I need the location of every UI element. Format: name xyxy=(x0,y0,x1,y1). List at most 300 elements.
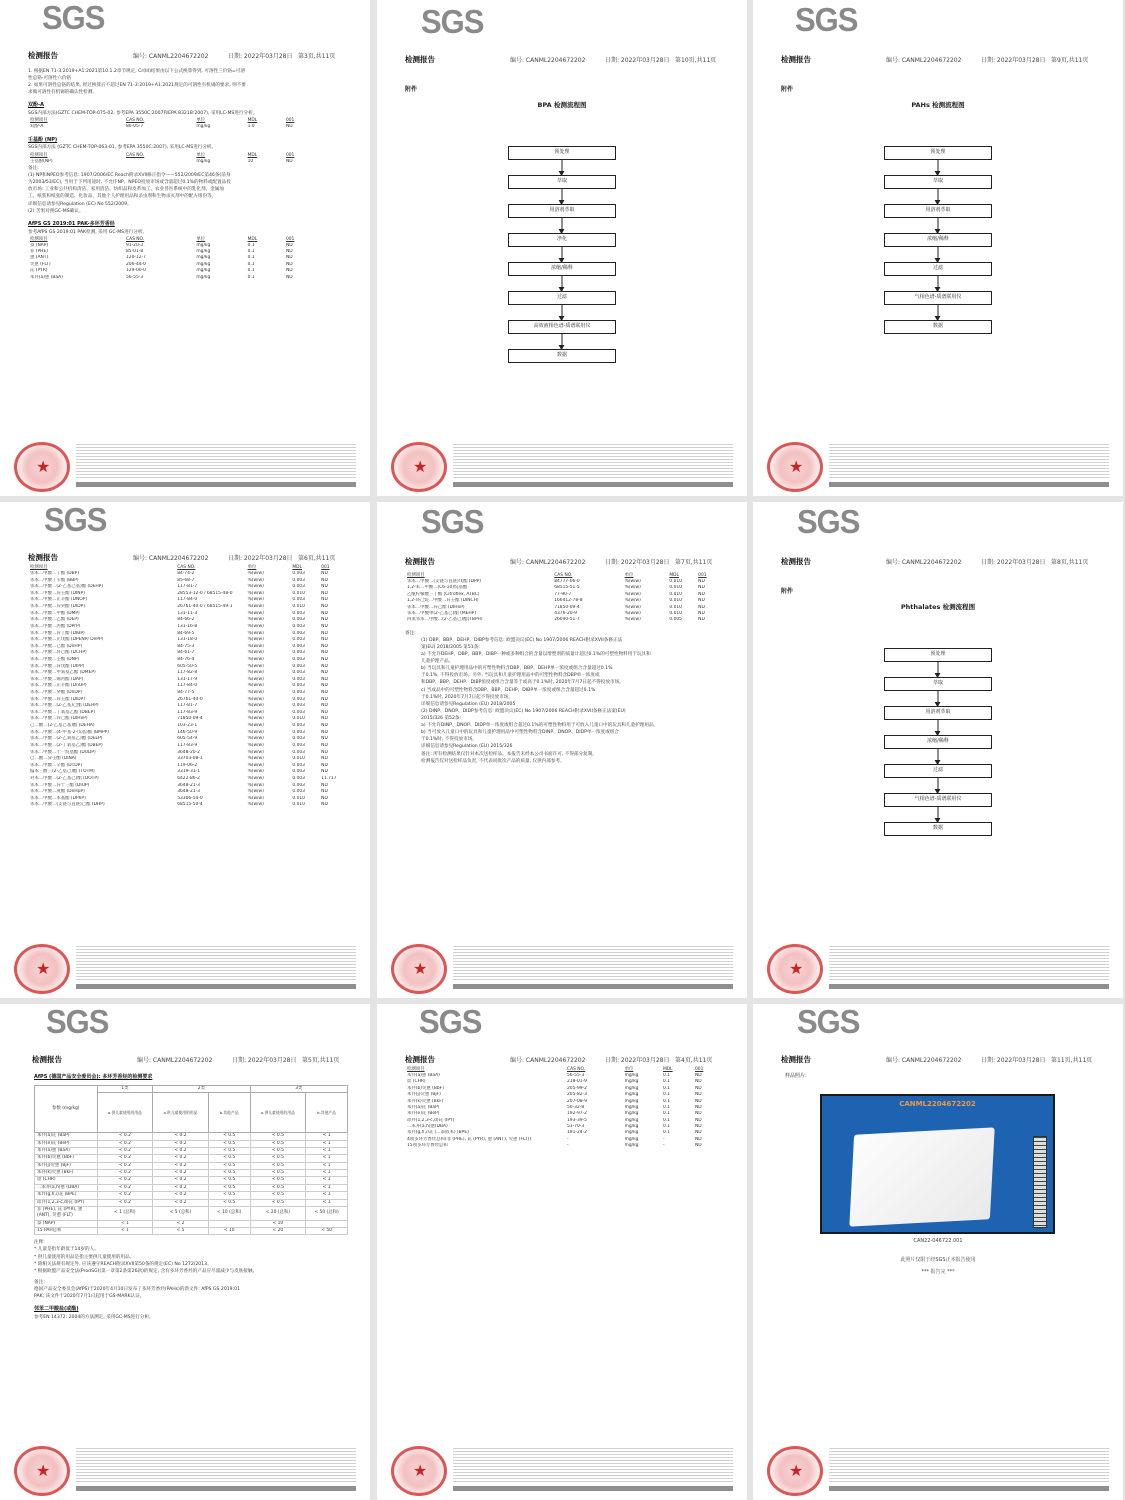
page-header xyxy=(405,1054,727,1066)
table-cell: ND xyxy=(321,670,328,676)
table-cell: ND xyxy=(694,1079,702,1085)
table-cell: 0.1 xyxy=(247,261,255,267)
footer-address xyxy=(453,482,733,487)
remark-line: (1) NP和NPEO参考信息: 1907/2006/EC Reach附录XVII修正指令——552/2009/EC第46条(前身 xyxy=(28,173,231,179)
table-row xyxy=(28,604,348,611)
flow-arrow xyxy=(562,276,563,291)
table-cell: mg/kg xyxy=(196,268,211,274)
remark-line: 放市场: 工业和公共机构清洁、家用清洁、纺织品和皮革加工、农业兽医系统中的乳化剂、金属加 xyxy=(28,187,224,193)
table-cell: ND xyxy=(285,124,293,130)
table-cell: < 1 (总和) xyxy=(97,1206,153,1220)
table-cell: 0.003 xyxy=(292,630,305,636)
table-cell: 0.1 xyxy=(247,249,255,255)
table-cell: ND xyxy=(694,1136,702,1142)
sgs-logo: SGS xyxy=(421,502,484,541)
table-cell: %(w/w) xyxy=(247,756,264,762)
table-cell: 205-99-2 xyxy=(567,1085,587,1091)
report-end: *** 报告完 *** xyxy=(921,1269,955,1275)
table-cell: ND xyxy=(321,584,328,590)
flow-step: 浓缩/稀释 xyxy=(508,262,616,276)
column-subheader: b.其他产品 xyxy=(306,1093,348,1133)
page-number: 第9页,共11页 xyxy=(1051,57,1089,64)
flow-step: 浓缩/稀释 xyxy=(884,735,992,749)
table-cell: < 0.5 xyxy=(250,1177,306,1184)
table-cell: 0.1 xyxy=(247,242,255,248)
page-body xyxy=(405,1066,725,1150)
table-cell: %(w/w) xyxy=(247,663,264,669)
column-header: 参数 (mg/kg) xyxy=(35,1085,98,1132)
report-date: 日期: 2022年03月28日 xyxy=(981,57,1046,64)
table-row xyxy=(28,124,348,130)
table-cell: 二苯并(a,h)蒽 (DBA) xyxy=(35,1184,98,1191)
table-cell: 偏苯三酸三(2-乙基己)酯 (TOTM) xyxy=(30,769,95,775)
table-cell: 苯并(e)芘 (BeP) xyxy=(35,1140,98,1147)
table-cell: 0.003 xyxy=(292,729,305,735)
table-row xyxy=(28,716,348,723)
company-seal xyxy=(14,944,70,994)
table-cell: < 0.5 xyxy=(250,1140,306,1147)
table-cell: 邻苯二甲酸二甲酯 (DMP) xyxy=(30,610,80,616)
table-cell: ND xyxy=(321,643,328,649)
table-cell: 0.1 xyxy=(662,1130,670,1136)
column-header: 检测项目 xyxy=(407,573,425,578)
table-cell: 苯并(k)荧蒽 (BkF) xyxy=(407,1098,444,1104)
table-cell: 11.717 xyxy=(321,775,337,781)
footer-disclaimer xyxy=(829,1448,1109,1484)
flow-step: 预处理 xyxy=(884,146,992,160)
table-row xyxy=(28,644,348,651)
table-cell: < 0.2 xyxy=(97,1177,153,1184)
table-cell: 邻苯二甲酸二(支链与直链)己酯 (DHP) xyxy=(30,802,105,808)
table-cell: < 0.5 xyxy=(250,1133,306,1140)
page-body xyxy=(28,564,348,809)
table-cell: < 50 xyxy=(306,1228,348,1235)
table-cell: < 0.5 xyxy=(208,1170,250,1177)
table-cell: 84777-06-0 xyxy=(554,579,580,585)
report-number: 编号: CANML2204672202 xyxy=(133,53,209,60)
table-cell: < 0.5 xyxy=(250,1184,306,1191)
table-cell: %(w/w) xyxy=(247,696,264,702)
table-cell: %(w/w) xyxy=(247,775,264,781)
table-cell: 0.003 xyxy=(292,637,305,643)
table-cell: 菲 (PHE) xyxy=(30,249,48,255)
column-header: 单位 xyxy=(247,565,257,570)
table-cell: 邻苯二甲酸二正戊酯 (DPENP/ DnPP) xyxy=(30,637,104,643)
flow-step: 过滤 xyxy=(884,262,992,276)
table-cell: ND xyxy=(694,1124,702,1130)
table-cell: ND xyxy=(321,736,328,742)
table-cell: mg/kg xyxy=(624,1085,639,1091)
report-number: 编号: CANML2204672202 xyxy=(510,1057,586,1064)
table-cell: < 0.2 xyxy=(97,1192,153,1199)
table-cell: 苯并(g,h,i)苝 (二萘嵌苯) (BPE) xyxy=(407,1130,469,1136)
table-cell: 0.003 xyxy=(292,762,305,768)
table-cell: 0.010 xyxy=(292,802,305,808)
table-row xyxy=(405,1143,725,1149)
table-cell: 邻苯二甲酸二(2-乙基)己酯 (DEHP) xyxy=(30,703,99,709)
sgs-logo: SGS xyxy=(797,502,860,541)
table-cell: < 0.5 xyxy=(250,1192,306,1199)
table-cell: 117-81-7 xyxy=(177,703,198,709)
table-cell: %(w/w) xyxy=(247,630,264,636)
table-cell: 䓛 (CHR) xyxy=(35,1177,98,1184)
table-cell: 己二酸二异壬酯 (DINA) xyxy=(30,756,77,762)
table-cell: < 1 xyxy=(306,1199,348,1206)
flow-arrow xyxy=(562,189,563,204)
sample-code: CANML2204672202 xyxy=(899,1100,976,1108)
table-cell: mg/kg xyxy=(196,158,211,164)
flow-arrow xyxy=(562,218,563,233)
method-text: 参考EN 14372: 2004的方法测定, 采用GC-MS进行分析。 xyxy=(34,1315,154,1320)
table-cell: < 0.2 xyxy=(153,1140,209,1147)
table-cell: ND xyxy=(321,690,328,696)
note-line: 2. 如果可溶性总铬的结果, 经过换算后不超过EN 71-3:2019+A1:2021规定的可溶性有机锡的要求, 则不要 xyxy=(28,83,246,89)
table-cell: < 0.2 xyxy=(97,1147,153,1154)
table-cell: - xyxy=(567,1143,569,1149)
table-cell: 71850-09-4 xyxy=(554,604,580,610)
table-cell: mg/kg xyxy=(624,1111,639,1117)
table-cell: < 20 (总和) xyxy=(250,1206,306,1220)
table-cell: ND xyxy=(285,158,293,164)
table-cell: 605-54-9 xyxy=(177,736,198,742)
table-cell: 邻苯二甲酸二异癸酯 (DIDP) xyxy=(30,604,86,610)
report-number: 编号: CANML2204672202 xyxy=(886,57,962,64)
report-page-8 xyxy=(753,502,1123,998)
table-cell: ND xyxy=(321,637,328,643)
table-cell: 0.003 xyxy=(292,656,305,662)
table-cell: 0.003 xyxy=(292,769,305,775)
table-row xyxy=(28,763,348,770)
report-date: 日期: 2022年03月28日 xyxy=(228,53,293,60)
ruler xyxy=(1033,1136,1047,1228)
table-cell: %(w/w) xyxy=(624,585,641,591)
table-cell: ND xyxy=(321,703,328,709)
flow-arrow xyxy=(938,807,939,822)
table-cell: 邻苯二甲酸二己酯 (DnHP) xyxy=(30,643,83,649)
column-header: 001 xyxy=(321,565,330,570)
table-cell: 117-82-8 xyxy=(177,670,198,676)
remark-line: 详细信息请参见Regulation (EU) 2015/326 xyxy=(421,744,513,750)
table-cell: 71850-09-4 xyxy=(177,716,203,722)
attachment-label: 附件 xyxy=(405,86,418,93)
table-cell: ND xyxy=(321,577,328,583)
table-cell: 邻苯二甲酸二丙酯 (DPrP) xyxy=(30,623,81,629)
page-number: 第11页,共11页 xyxy=(1051,1057,1093,1064)
table-cell: < 0.2 xyxy=(97,1155,153,1162)
table-cell: mg/kg xyxy=(624,1117,639,1123)
table-cell: %(w/w) xyxy=(247,590,264,596)
table-cell: ND xyxy=(321,742,328,748)
table-cell: 191-24-2 xyxy=(567,1130,587,1136)
table-cell: 邻苯二甲酸二异戊酯 (DIPP) xyxy=(30,663,85,669)
table-cell: 4376-20-9 xyxy=(554,610,577,616)
flow-arrow xyxy=(938,778,939,793)
table-cell: < 0.5 xyxy=(208,1162,250,1169)
sgs-logo: SGS xyxy=(795,0,858,39)
column-header: 单位 xyxy=(196,118,206,124)
table-cell: %(w/w) xyxy=(247,769,264,775)
table-cell: 56-55-3 xyxy=(567,1073,585,1079)
table-cell: mg/kg xyxy=(624,1136,639,1142)
remark-line: 于0.1%时, 不得投放市场。 xyxy=(421,737,477,743)
flow-arrow xyxy=(562,305,563,320)
table-cell: ND xyxy=(321,571,328,577)
company-seal xyxy=(14,1446,70,1496)
table-cell: 0.1 xyxy=(662,1085,670,1091)
table-cell: < 50 (总和) xyxy=(306,1206,348,1220)
report-number: 编号: CANML2204672202 xyxy=(133,555,209,562)
report-title: 检测报告 xyxy=(405,1055,435,1064)
table-cell: %(w/w) xyxy=(247,571,264,577)
table-cell: < 10 xyxy=(250,1220,306,1227)
flow-arrow xyxy=(938,662,939,677)
sample-cloth xyxy=(849,1127,994,1226)
table-cell: 邻苯二甲酸二正辛酯 (DNOP) xyxy=(30,597,88,603)
table-cell: 0.003 xyxy=(292,775,305,781)
table-cell: ND xyxy=(321,650,328,656)
table-cell: %(w/w) xyxy=(247,703,264,709)
column-header: 单位 xyxy=(196,236,206,242)
table-cell: 0.003 xyxy=(292,643,305,649)
table-cell: ND xyxy=(698,604,705,610)
table-row xyxy=(35,1220,348,1227)
table-cell: ND xyxy=(698,591,705,597)
report-page-7 xyxy=(377,502,747,998)
remark-line: 详细信息请参见Regulation (EU) 2018/2005 xyxy=(421,701,516,707)
table-cell: < 0.2 xyxy=(97,1140,153,1147)
table-cell: 茚并(1,2,3-c,d)芘 (IPY) xyxy=(35,1199,98,1206)
table-cell: 0.005 xyxy=(669,617,682,623)
column-header: 001 xyxy=(285,152,295,158)
page-footer xyxy=(387,942,737,998)
table-cell: 苯并(k)荧蒽 (BkF) xyxy=(35,1170,98,1177)
remark-line: 详细信息请参见Regulation (EC) No 552/2009。 xyxy=(28,201,132,207)
afps-table xyxy=(34,1085,348,1236)
table-cell: %(w/w) xyxy=(624,591,641,597)
table-cell: 0.010 xyxy=(669,598,682,604)
column-header: 001 xyxy=(694,1067,704,1072)
table-cell: ND xyxy=(321,676,328,682)
table-row xyxy=(28,756,348,763)
table-cell: 205-82-3 xyxy=(567,1092,587,1098)
flow-step: 数据 xyxy=(884,320,992,334)
flow-step: 萃取 xyxy=(884,677,992,691)
table-row xyxy=(28,796,348,803)
table-cell: 131-17-9 xyxy=(177,676,198,682)
table-cell: < 0.5 xyxy=(208,1177,250,1184)
remark-line: (1) DBP、BBP、DEHP、DIBP参考信息: 欧盟决议(EC) No 1907/2006 REACH附录XVII条修正法 xyxy=(421,637,623,643)
table-cell: 117-83-9 xyxy=(177,709,198,715)
table-row xyxy=(28,275,348,281)
table-cell: 0.003 xyxy=(292,577,305,583)
table-cell: 邻苯二甲酸二甲氧基乙酯 (DMEP) xyxy=(30,670,96,676)
table-cell: 0.010 xyxy=(292,795,305,801)
table-cell: 0.1 xyxy=(662,1104,670,1110)
table-cell: ND xyxy=(285,255,293,261)
table-cell: 0.003 xyxy=(292,676,305,682)
table-cell: < 0.5 xyxy=(250,1162,306,1169)
page-footer xyxy=(763,440,1113,496)
table-cell: %(w/w) xyxy=(247,683,264,689)
table-cell: ND xyxy=(694,1130,702,1136)
flow-title: BPA 检测流程图 xyxy=(537,101,587,109)
table-cell: 邻苯二甲酸二(支链与直链)戊酯 (DPP) xyxy=(407,579,482,585)
table-cell: < 0.2 xyxy=(97,1170,153,1177)
section-title: 双酚-A xyxy=(28,102,44,109)
table-row xyxy=(35,1140,348,1147)
column-header: CAS NO. xyxy=(126,152,145,158)
star-icon: ★ xyxy=(36,959,51,978)
table-cell: < 0.5 xyxy=(250,1147,306,1154)
flow-arrow xyxy=(938,160,939,175)
report-date: 日期: 2022年03月28日 xyxy=(605,57,670,64)
table-cell: < 10 (总和) xyxy=(208,1206,250,1220)
table-cell: %(w/w) xyxy=(247,650,264,656)
table-row xyxy=(28,650,348,657)
report-title: 检测报告 xyxy=(781,557,811,566)
star-icon: ★ xyxy=(789,1461,804,1480)
table-cell: 166412-78-8 xyxy=(554,598,583,604)
table-cell: %(w/w) xyxy=(247,762,264,768)
table-cell: 0.1 xyxy=(662,1079,670,1085)
remark-line: b) 当可放入儿童口中的玩具和儿童护理用品中可塑性物料含DINP、DNOP、DIDP单一浓度或组合 xyxy=(421,730,620,736)
table-cell: < 0.5 xyxy=(208,1147,250,1154)
table-cell: 68515-50-4 xyxy=(177,802,203,808)
table-cell: mg/kg xyxy=(196,249,211,255)
page-footer xyxy=(763,942,1113,998)
remark-line: b) 当玩具和儿童护理用品中的可塑性物料含DBP、BBP、DEHP单一浓度或组合含量超过0.1% xyxy=(421,666,613,672)
flow-step: 浓缩/稀释 xyxy=(884,233,992,247)
table-cell: ND xyxy=(321,604,328,610)
table-cell: 邻苯二甲酸二丁氧基乙酯 (DBEP) xyxy=(30,709,95,715)
column-header: MDL xyxy=(292,565,302,570)
star-icon: ★ xyxy=(789,959,804,978)
report-title: 检测报告 xyxy=(405,55,435,64)
page-number: 第5页,共11页 xyxy=(302,1057,340,1064)
table-cell: < 5 xyxy=(153,1228,209,1235)
table-cell: ND xyxy=(321,756,328,762)
table-cell: %(w/w) xyxy=(247,690,264,696)
table-cell: 0.1 xyxy=(247,274,255,280)
footer-address xyxy=(76,1486,356,1491)
table-cell: ND xyxy=(321,696,328,702)
company-seal xyxy=(391,944,447,994)
table-cell: 6422-86-2 xyxy=(177,775,200,781)
table-cell: 129-00-0 xyxy=(126,268,146,274)
table-cell: < 0.5 xyxy=(208,1140,250,1147)
company-seal xyxy=(767,1446,823,1496)
photo-note: 此照片仅限于经SGS正本报告使用 xyxy=(900,1257,976,1263)
company-seal xyxy=(767,944,823,994)
table-cell: 85-68-7 xyxy=(177,577,195,583)
table-row xyxy=(28,637,348,644)
table-cell: ND xyxy=(321,723,328,729)
table-cell: 己二酸二(2-乙基己基)酯 (DEHA) xyxy=(30,723,95,729)
table-cell: < 1 xyxy=(306,1162,348,1169)
table-row xyxy=(35,1228,348,1235)
table-cell: 119-06-2 xyxy=(177,762,198,768)
table-row xyxy=(405,605,725,611)
table-cell: %(w/w) xyxy=(247,716,264,722)
footer-address xyxy=(829,482,1109,487)
table-cell: ND xyxy=(321,795,328,801)
report-title: 检测报告 xyxy=(781,1055,811,1064)
footer-disclaimer xyxy=(453,444,733,480)
table-row xyxy=(28,736,348,743)
table-cell: 1.0 xyxy=(247,124,255,130)
table-cell: %(w/w) xyxy=(247,789,264,795)
info-label: 备注: xyxy=(34,1279,45,1285)
note-line: 1. 根据EN 71-3:2019+A1:2021第10.1.2章节规定, Cr(III)结果由以下公式换算得到, 可溶性三价铬=可溶 xyxy=(28,69,245,74)
table-header-row xyxy=(35,1085,348,1092)
table-cell: 15 PAH总和 xyxy=(35,1228,98,1235)
flow-arrow xyxy=(938,276,939,291)
table-row xyxy=(28,584,348,591)
flow-step: 数据 xyxy=(884,822,992,836)
table-cell: mg/kg xyxy=(196,261,211,267)
table-cell: %(w/w) xyxy=(247,670,264,676)
info-line: 德国产品安全委员会(AfPS)于2020年4月10日发布了多环芳香烃(PAHs)的新文件: AfPS GS 2019:01 xyxy=(34,1287,240,1293)
table-cell: 邻苯二甲酸二异己酯 (DIHxP) xyxy=(30,716,88,722)
table-cell: 四溴邻苯二甲酸二(2-乙基己)酯(TBPH) xyxy=(407,617,483,623)
photo-label: 样品照片: xyxy=(785,1073,807,1079)
table-cell: 117-83-9 xyxy=(177,742,198,748)
table-cell: < 1 xyxy=(306,1155,348,1162)
attachment-label: 附件 xyxy=(781,588,794,595)
report-title: 检测报告 xyxy=(28,553,58,562)
table-cell: 605-50-5 xyxy=(177,663,198,669)
flow-arrow xyxy=(938,691,939,706)
table-cell: 邻苯二甲酸二异壬酯 (DINP) xyxy=(30,590,85,596)
flow-title: PAHs 检测流程图 xyxy=(911,101,965,109)
table-cell: ND xyxy=(698,579,705,585)
table-cell: < 0.5 xyxy=(250,1155,306,1162)
report-date: 日期: 2022年03月28日 xyxy=(228,555,293,562)
column-header: 检测项目 xyxy=(30,565,48,570)
table-cell: 苯并(a)蒽 (BaA) xyxy=(407,1073,440,1079)
footer-address xyxy=(829,984,1109,989)
flow-step: 气相色谱-质谱联用仪 xyxy=(884,793,992,807)
column-header: 1类 xyxy=(97,1085,153,1092)
table-cell: 邻苯二甲酸二十一烷基酯 (DUDP) xyxy=(30,749,96,755)
page-number: 第7页,共11页 xyxy=(675,559,713,566)
table-cell: 193-39-5 xyxy=(567,1117,587,1123)
table-cell: < 0.5 xyxy=(208,1155,250,1162)
table-row xyxy=(28,657,348,664)
method-text: SGS内部方法(GZTC CHEM-TOP-075-02, 参考EPA 3550C:2007和EPA 8321B:2007), 采用LC-MS进行分析。 xyxy=(28,111,258,117)
report-page-11 xyxy=(753,1004,1123,1500)
star-icon: ★ xyxy=(413,1461,428,1480)
table-row xyxy=(28,631,348,638)
table-cell: 邻苯二甲酸二(2-乙氧基乙)酯 (DEEP) xyxy=(30,736,103,742)
table-cell: %(w/w) xyxy=(624,579,641,585)
report-page-5 xyxy=(0,1004,370,1500)
table-cell: 3319-31-1 xyxy=(177,769,200,775)
footer-address xyxy=(453,1486,733,1491)
section-title: 邻苯二甲酸盐(或酯) xyxy=(34,1306,79,1313)
report-date: 日期: 2022年03月28日 xyxy=(981,559,1046,566)
table-cell: mg/kg xyxy=(196,242,211,248)
report-date: 日期: 2022年03月28日 xyxy=(232,1057,297,1064)
table-cell: 117-84-0 xyxy=(177,683,198,689)
results-table xyxy=(28,236,348,281)
table-cell: 117-84-0 xyxy=(177,597,198,603)
sgs-logo: SGS xyxy=(421,2,484,41)
table-cell: - xyxy=(662,1136,665,1142)
table-cell: mg/kg xyxy=(624,1104,639,1110)
footer-address xyxy=(453,984,733,989)
remark-line: 和DBP、BBP、DEHP、DIBP浓度或组合含量等于或高于0.1%时, 2020年7月7日起不得投放市场。 xyxy=(421,680,624,686)
